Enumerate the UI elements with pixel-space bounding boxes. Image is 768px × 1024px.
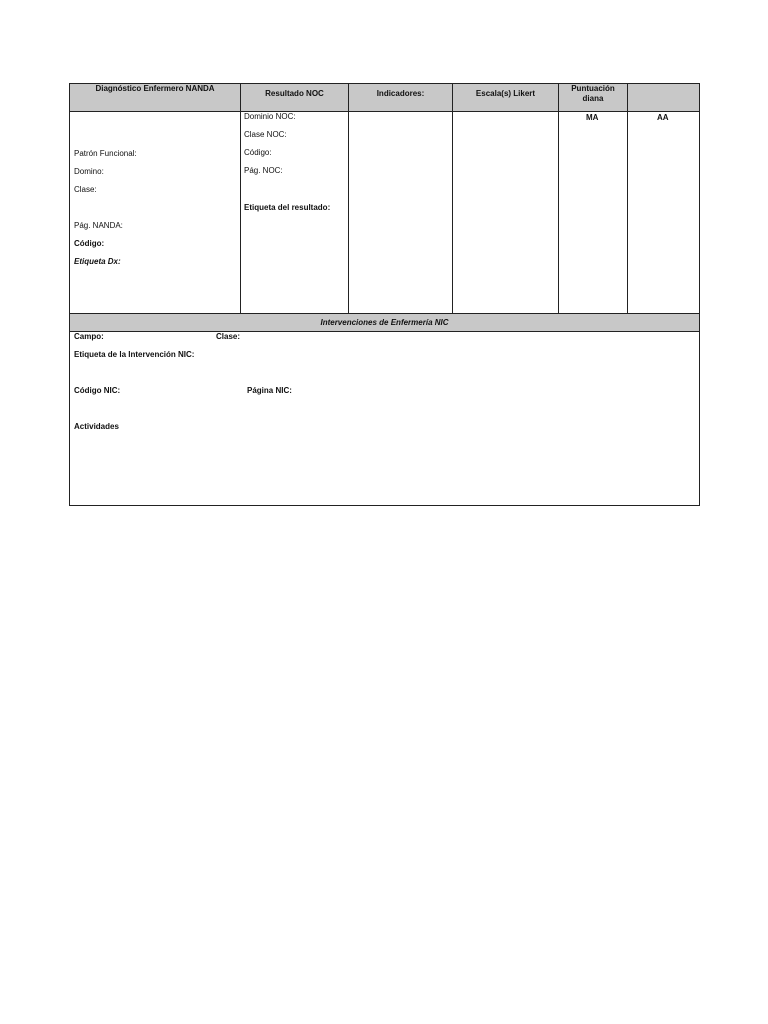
nic-campo: Campo: [74,332,104,341]
nic-etiqueta-intervencion: Etiqueta de la Intervención NIC: [74,350,195,359]
table-header-row [70,84,699,112]
noc-pagina: Pág. NOC: [244,166,283,175]
nanda-codigo: Código: [74,239,105,248]
header-puntuacion-diana: Puntuación diana [559,84,628,111]
header-resultado-noc: Resultado NOC [241,84,349,111]
header-blank [628,84,699,111]
divider-ma-aa [627,112,628,313]
nic-codigo: Código NIC: [74,386,121,395]
nanda-clase: Clase: [74,185,97,194]
nanda-patron-funcional: Patrón Funcional: [74,149,137,158]
header-escala-likert: Escala(s) Likert [453,84,559,111]
nic-section-header: Intervenciones de Enfermería NIC [70,313,699,332]
noc-clase: Clase NOC: [244,130,287,139]
header-nanda: Diagnóstico Enfermero NANDA [70,84,241,111]
nanda-pagina: Pág. NANDA: [74,221,123,230]
noc-etiqueta-resultado: Etiqueta del resultado: [244,203,331,212]
puntuacion-ma: MA [586,113,599,122]
puntuacion-aa: AA [657,113,669,122]
nic-pagina: Página NIC: [247,386,292,395]
noc-dominio: Dominio NOC: [244,112,296,121]
divider-nanda-noc [240,112,241,313]
care-plan-form [69,83,700,506]
nanda-etiqueta-dx: Etiqueta Dx: [74,257,121,266]
nic-actividades: Actividades [74,422,119,431]
divider-noc-indicadores [348,112,349,313]
nic-clase: Clase: [216,332,241,341]
header-indicadores: Indicadores: [349,84,453,111]
divider-likert-puntuacion [558,112,559,313]
nanda-dominio: Domino: [74,167,104,176]
noc-codigo: Código: [244,148,272,157]
divider-indicadores-likert [452,112,453,313]
